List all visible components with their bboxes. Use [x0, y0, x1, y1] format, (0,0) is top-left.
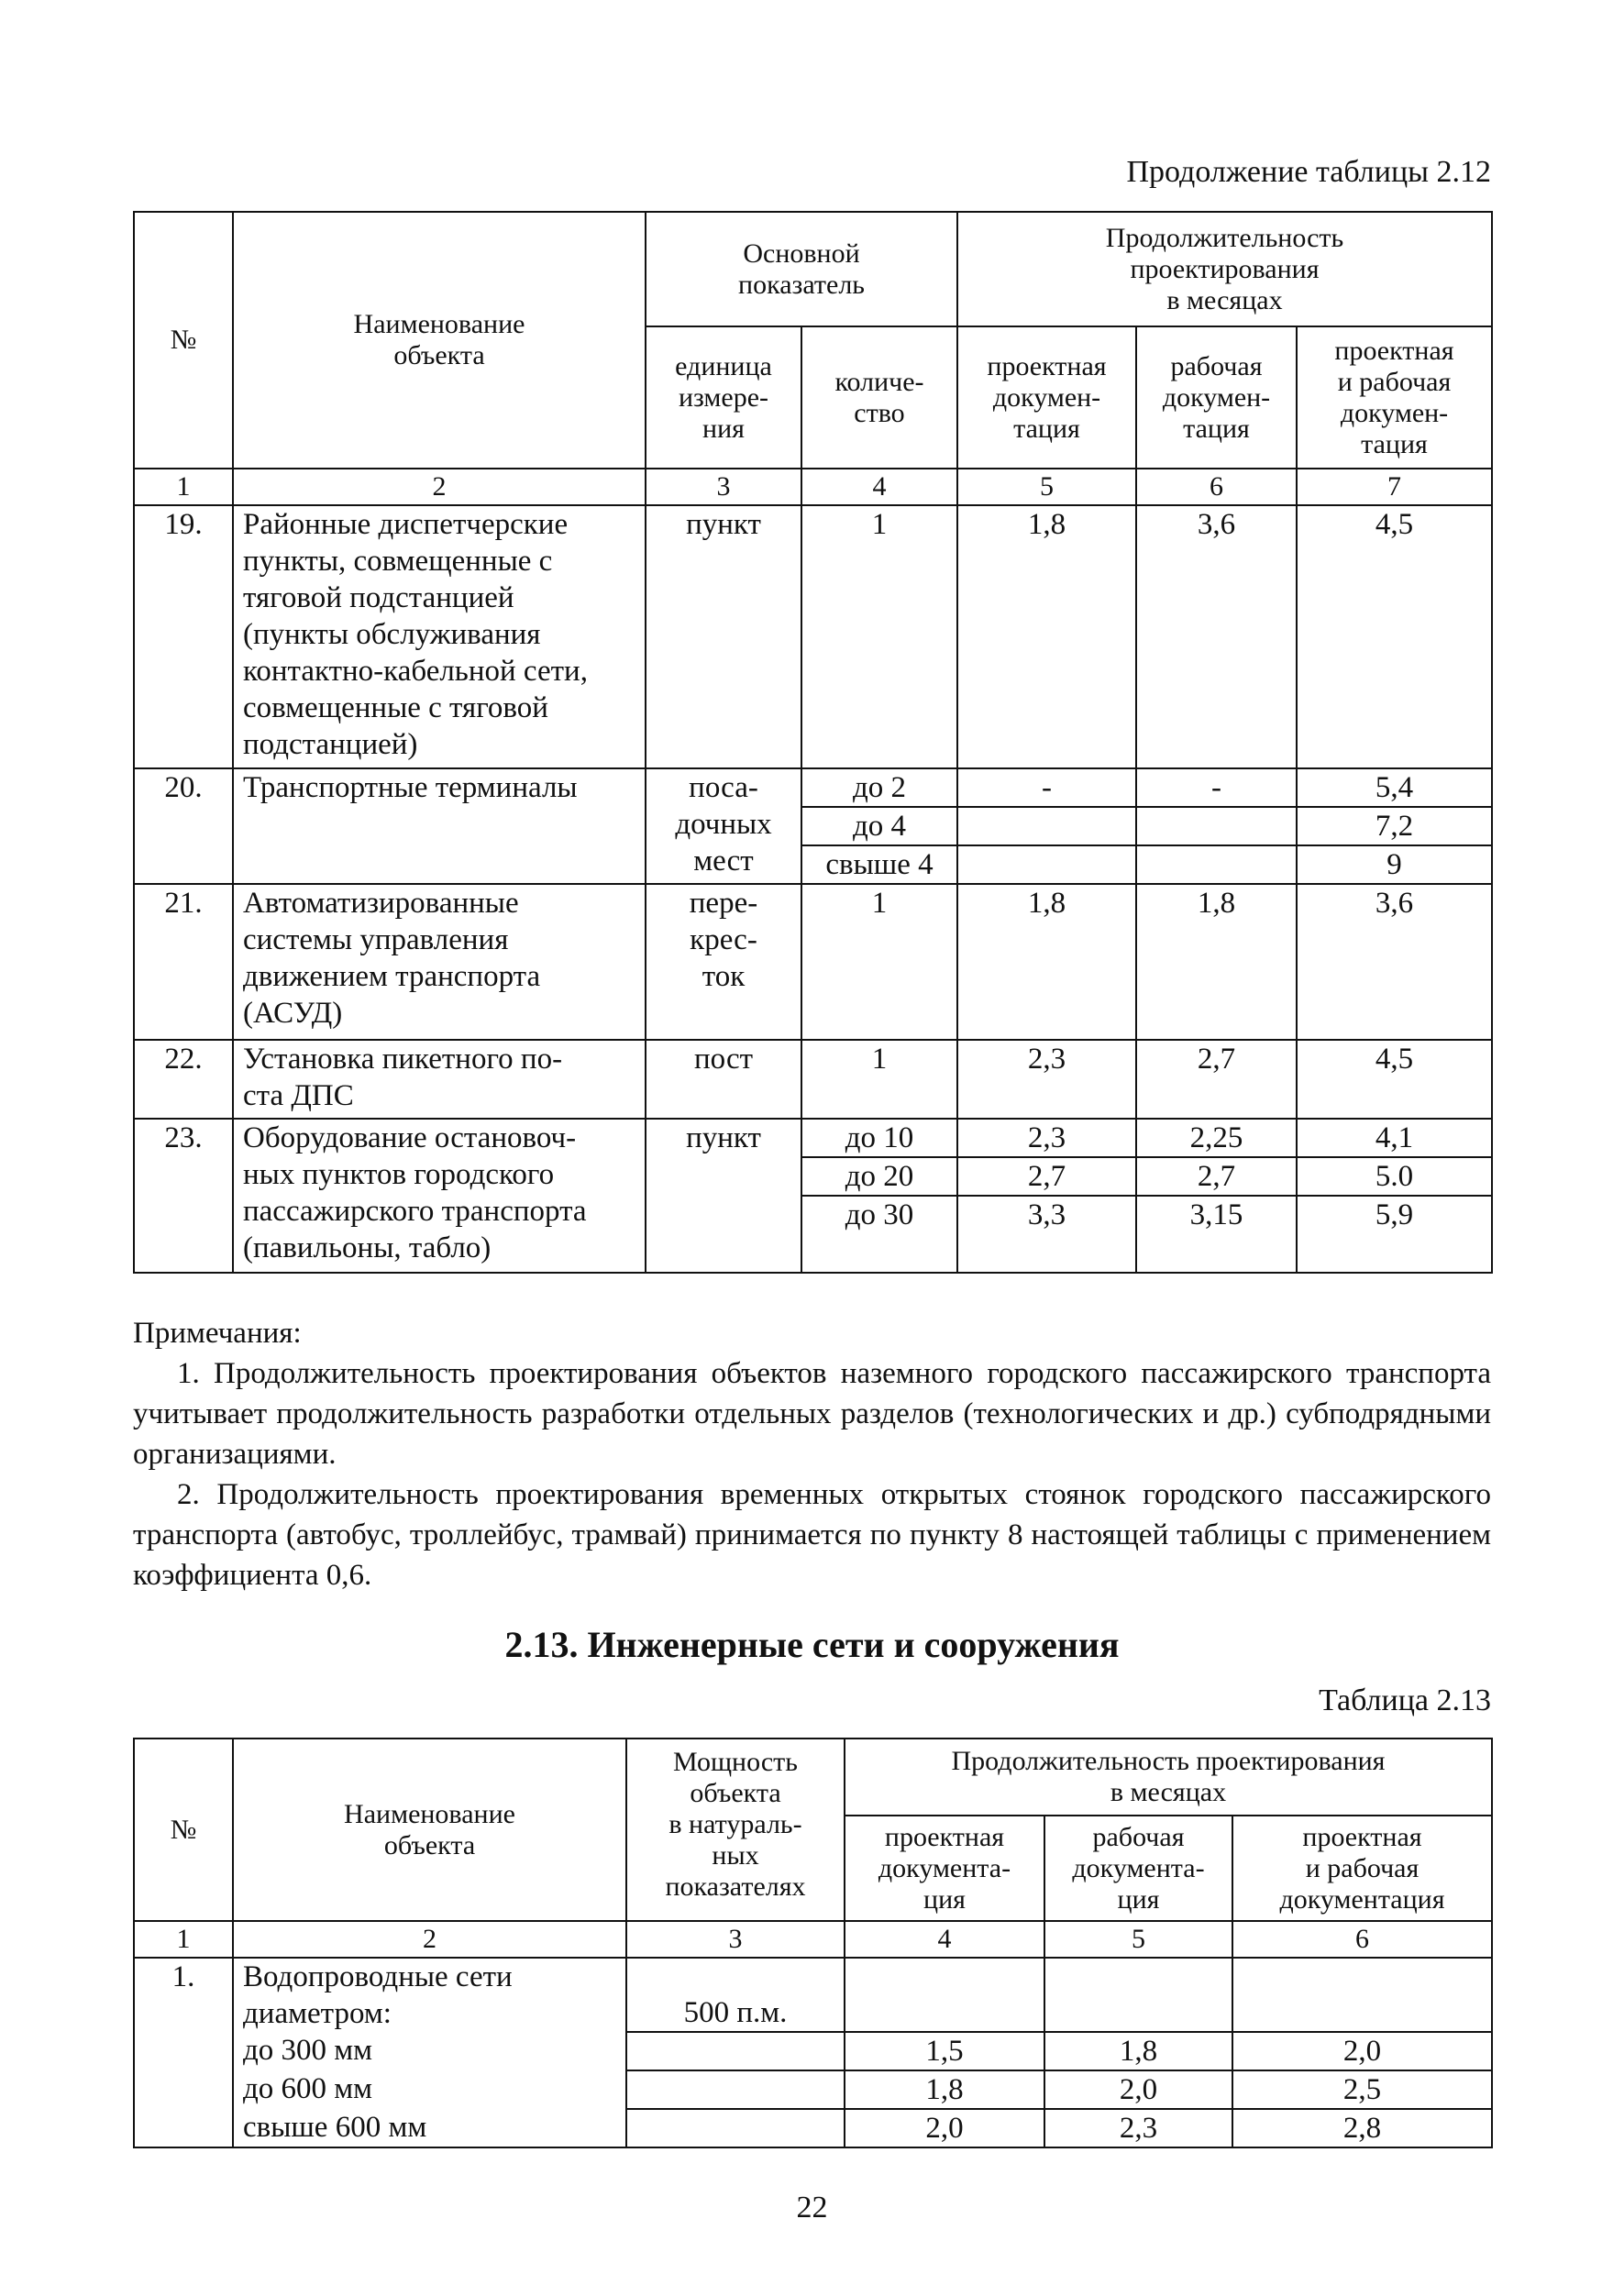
- row-name: Оборудование остановоч- ных пунктов городского пассажирского транспорта (павильоны, табло): [233, 1119, 646, 1273]
- page-number: 22: [796, 2191, 828, 2224]
- row-both: 7,2: [1297, 807, 1492, 845]
- row-design: 1,5: [845, 2032, 1044, 2070]
- row-both: 3,6: [1297, 884, 1492, 1040]
- row-both: 5,4: [1297, 768, 1492, 807]
- col-number: 2: [233, 469, 646, 505]
- row-both: 2,0: [1232, 2032, 1492, 2070]
- column-number-row: [134, 1921, 1492, 1958]
- header-both-docs: проектная и рабочая документация: [1232, 1816, 1492, 1921]
- note-2: 2. Продолжительность проектирования временных открытых стоянок городского пассажирского транспорта (автобус, троллейбус, трамвай) принимается по пункту 8 настоящей таблицы с применением коэффициента 0,6.: [133, 1478, 1491, 1592]
- header-design-docs: проектная документа- ция: [845, 1816, 1044, 1921]
- row-name: Водопроводные сети: [233, 1958, 626, 1995]
- table-row: [134, 1119, 1492, 1157]
- header-design-docs: проектная докумен- тация: [957, 326, 1136, 469]
- col-number: 3: [626, 1921, 845, 1958]
- row-quantity: свыше 4: [801, 845, 957, 884]
- row-quantity: до 30: [801, 1196, 957, 1273]
- row-working: 2,25: [1136, 1119, 1297, 1157]
- col-number: 3: [646, 469, 801, 505]
- row-design: 1,8: [957, 505, 1136, 768]
- row-working: 1,8: [1044, 2032, 1232, 2070]
- row-quantity: 1: [801, 1040, 957, 1119]
- row-name: Транспортные терминалы: [233, 768, 646, 884]
- row-unit: пункт: [646, 1119, 801, 1273]
- row-design: 2,7: [957, 1157, 1136, 1196]
- row-sublabel: до 300 мм: [233, 2032, 626, 2070]
- row-quantity: до 2: [801, 768, 957, 807]
- row-both: 9: [1297, 845, 1492, 884]
- row-both: 4,5: [1297, 505, 1492, 768]
- row-no: 20.: [134, 768, 233, 884]
- col-number: 7: [1297, 469, 1492, 505]
- row-both: 2,8: [1232, 2109, 1492, 2147]
- row-sublabel: до 600 мм: [233, 2070, 626, 2109]
- col-number: 5: [957, 469, 1136, 505]
- row-design: 1,8: [957, 884, 1136, 1040]
- table-row: [134, 505, 1492, 768]
- row-design: [957, 845, 1136, 884]
- column-number-row: [134, 469, 1492, 505]
- row-no: 19.: [134, 505, 233, 768]
- row-design: -: [957, 768, 1136, 807]
- table-2-13-caption: Таблица 2.13: [1319, 1683, 1491, 1717]
- row-both: 4,1: [1297, 1119, 1492, 1157]
- header-working-docs: рабочая докумен- тация: [1136, 326, 1297, 469]
- row-quantity: до 4: [801, 807, 957, 845]
- row-design: 1,8: [845, 2070, 1044, 2109]
- row-name: Районные диспетчерские пункты, совмещенные с тяговой подстанцией (пункты обслуживания контактно-кабельной сети, совмещенные с тяговой подстанцией): [233, 505, 646, 768]
- row-quantity: 1: [801, 505, 957, 768]
- row-working: 2,0: [1044, 2070, 1232, 2109]
- row-unit: пост: [646, 1040, 801, 1119]
- row-no: 23.: [134, 1119, 233, 1273]
- header-name: Наименование объекта: [233, 212, 646, 469]
- row-design: [957, 807, 1136, 845]
- header-name: Наименование объекта: [233, 1739, 626, 1921]
- row-both: 2,5: [1232, 2070, 1492, 2109]
- row-working: 2,7: [1136, 1157, 1297, 1196]
- row-design: 2,3: [957, 1119, 1136, 1157]
- row-both: 5.0: [1297, 1157, 1492, 1196]
- table-row: [134, 884, 1492, 1040]
- notes-heading: Примечания:: [133, 1317, 302, 1350]
- row-power: 500 п.м.: [626, 1958, 845, 2032]
- row-working: 2,3: [1044, 2109, 1232, 2147]
- row-design: 2,3: [957, 1040, 1136, 1119]
- header-no: №: [134, 212, 233, 469]
- row-both: 5,9: [1297, 1196, 1492, 1273]
- col-number: 6: [1136, 469, 1297, 505]
- col-number: 6: [1232, 1921, 1492, 1958]
- row-name: Установка пикетного по- ста ДПС: [233, 1040, 646, 1119]
- row-name-continued: диаметром:: [233, 1995, 626, 2032]
- table-subrow: [134, 2109, 1492, 2147]
- row-unit: поса- дочных мест: [646, 768, 801, 884]
- header-duration: Продолжительность проектирования в месяцах: [957, 212, 1492, 326]
- row-working: 3,6: [1136, 505, 1297, 768]
- note-1: 1. Продолжительность проектирования объектов наземного городского пассажирского транспорта учитывает продолжительность разработки отдельных разделов (технологических и др.) субподрядными организациями.: [133, 1357, 1491, 1471]
- row-working: [1136, 807, 1297, 845]
- table-subrow: [134, 2070, 1492, 2109]
- row-name: Автоматизированные системы управления движением транспорта (АСУД): [233, 884, 646, 1040]
- row-working: -: [1136, 768, 1297, 807]
- row-sublabel: свыше 600 мм: [233, 2109, 626, 2147]
- table-2-13: [133, 1738, 1493, 2148]
- header-duration: Продолжительность проектирования в месяцах: [845, 1739, 1492, 1816]
- row-unit: пере- крес- ток: [646, 884, 801, 1040]
- row-working: [1136, 845, 1297, 884]
- row-working: 3,15: [1136, 1196, 1297, 1273]
- row-working: 2,7: [1136, 1040, 1297, 1119]
- header-quantity: количе- ство: [801, 326, 957, 469]
- col-number: 4: [845, 1921, 1044, 1958]
- row-unit: пункт: [646, 505, 801, 768]
- table-row: [134, 768, 1492, 807]
- table-2-12-caption: Продолжение таблицы 2.12: [1126, 155, 1491, 189]
- row-quantity: до 20: [801, 1157, 957, 1196]
- header-both-docs: проектная и рабочая докумен- тация: [1297, 326, 1492, 469]
- row-both: 4,5: [1297, 1040, 1492, 1119]
- header-no: №: [134, 1739, 233, 1921]
- header-basic-indicator: Основной показатель: [646, 212, 957, 326]
- col-number: 1: [134, 1921, 233, 1958]
- table-row: [134, 1040, 1492, 1119]
- table-2-12: [133, 211, 1493, 1274]
- notes: [133, 1313, 1491, 1595]
- row-design: 3,3: [957, 1196, 1136, 1273]
- row-no: 1.: [134, 1958, 233, 2147]
- row-design: 2,0: [845, 2109, 1044, 2147]
- col-number: 5: [1044, 1921, 1232, 1958]
- row-working: 1,8: [1136, 884, 1297, 1040]
- table-subrow: [134, 2032, 1492, 2070]
- col-number: 1: [134, 469, 233, 505]
- row-no: 22.: [134, 1040, 233, 1119]
- row-no: 21.: [134, 884, 233, 1040]
- section-title: 2.13. Инженерные сети и сооружения: [504, 1624, 1120, 1665]
- header-unit: единица измере- ния: [646, 326, 801, 469]
- header-working-docs: рабочая документа- ция: [1044, 1816, 1232, 1921]
- row-quantity: 1: [801, 884, 957, 1040]
- table-row: [134, 1958, 1492, 1995]
- col-number: 4: [801, 469, 957, 505]
- header-power: Мощность объекта в натураль- ных показателях: [626, 1739, 845, 1921]
- col-number: 2: [233, 1921, 626, 1958]
- row-quantity: до 10: [801, 1119, 957, 1157]
